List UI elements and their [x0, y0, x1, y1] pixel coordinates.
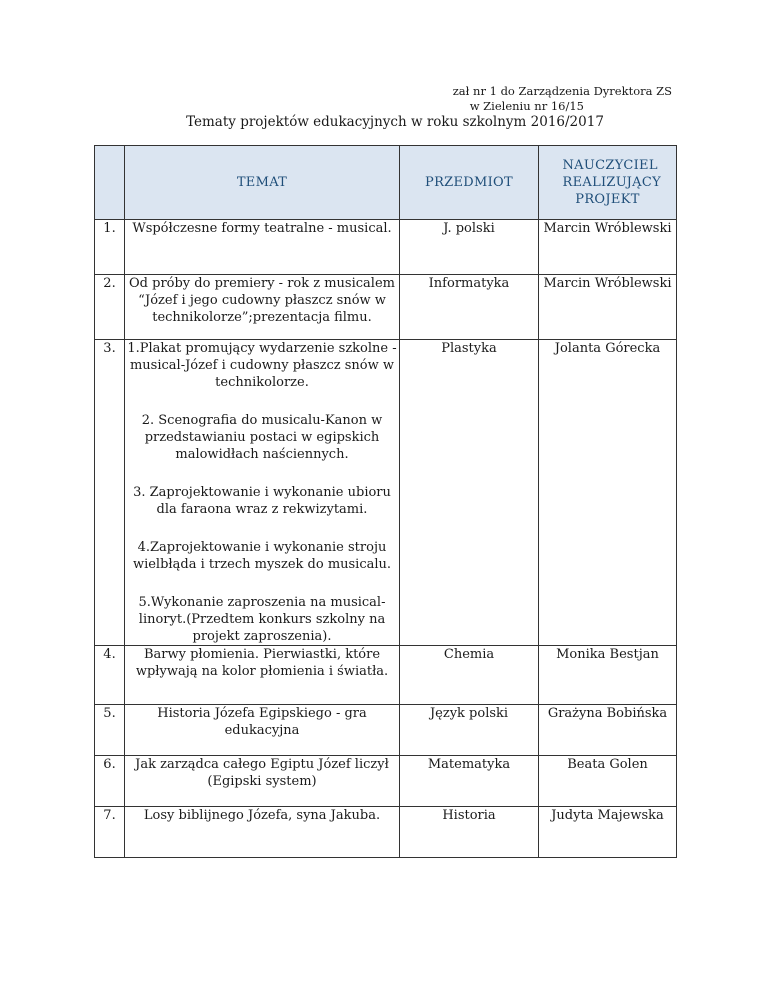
topic-text: Historia Józefa Egipskiego - gra edukacyjna	[157, 706, 367, 738]
projects-table	[94, 145, 677, 858]
row-subject: Historia	[400, 807, 539, 858]
table-row	[95, 705, 677, 756]
row-number: 6.	[95, 756, 125, 807]
row-teacher: Marcin Wróblewski	[539, 275, 677, 340]
table-header-row	[95, 146, 677, 220]
column-header-subject: PRZEDMIOT	[400, 146, 539, 220]
column-header-topic: TEMAT	[125, 146, 400, 220]
row-teacher: Jolanta Górecka	[539, 340, 677, 646]
row-number: 4.	[95, 646, 125, 705]
row-topic	[125, 340, 400, 646]
table-row	[95, 807, 677, 858]
row-teacher: Judyta Majewska	[539, 807, 677, 858]
row-teacher: Marcin Wróblewski	[539, 220, 677, 275]
topic-text: Od próby do premiery - rok z musicalem “Józef i jego cudowny płaszcz snów w technikolorze”;prezentacja filmu.	[129, 276, 395, 325]
topic-text: 3. Zaprojektowanie i wykonanie ubioru dla faraona wraz z rekwizytami.	[133, 485, 391, 517]
row-subject: Informatyka	[400, 275, 539, 340]
row-subject: Chemia	[400, 646, 539, 705]
document-title: Tematy projektów edukacyjnych w roku szkolnym 2016/2017	[186, 114, 604, 130]
topic-text: Współczesne formy teatralne - musical.	[132, 221, 392, 236]
row-topic	[125, 756, 400, 807]
table-row	[95, 220, 677, 275]
row-number: 5.	[95, 705, 125, 756]
row-topic	[125, 705, 400, 756]
column-header-teacher-label: NAUCZYCIEL REALIZUJĄCY PROJEKT	[562, 158, 662, 207]
table-row	[95, 646, 677, 705]
topic-text: 1.Plakat promujący wydarzenie szkolne -musical-Józef i cudowny płaszcz snów w technikolorze.	[127, 341, 397, 390]
table-row	[95, 275, 677, 340]
row-subject: J. polski	[400, 220, 539, 275]
column-header-teacher	[539, 146, 677, 220]
topic-text: 4.Zaprojektowanie i wykonanie stroju wielbłąda i trzech myszek do musicalu.	[132, 540, 392, 572]
row-subject: Język polski	[400, 705, 539, 756]
row-number: 2.	[95, 275, 125, 340]
row-teacher: Grażyna Bobińska	[539, 705, 677, 756]
attachment-note-line2: w Zieleniu nr 16/15	[469, 99, 584, 113]
column-header-number	[95, 146, 125, 220]
row-topic	[125, 646, 400, 705]
topic-text: 5.Wykonanie zaproszenia na musical-linoryt.(Przedtem konkurs szkolny na projekt zaproszenia).	[138, 595, 386, 644]
attachment-note	[352, 84, 672, 114]
row-topic	[125, 275, 400, 340]
row-topic	[125, 807, 400, 858]
row-subject: Plastyka	[400, 340, 539, 646]
topic-text: Losy biblijnego Józefa, syna Jakuba.	[143, 808, 381, 823]
row-subject: Matematyka	[400, 756, 539, 807]
topic-text: Jak zarządca całego Egiptu Józef liczył (Egipski system)	[135, 757, 389, 789]
table-row	[95, 756, 677, 807]
row-teacher: Monika Bestjan	[539, 646, 677, 705]
row-number: 7.	[95, 807, 125, 858]
row-number: 1.	[95, 220, 125, 275]
topic-text: 2. Scenografia do musicalu-Kanon w przedstawianiu postaci w egipskich malowidłach naściennych.	[141, 413, 383, 462]
attachment-note-line1: zał nr 1 do Zarządzenia Dyrektora ZS	[452, 84, 672, 98]
row-teacher: Beata Golen	[539, 756, 677, 807]
row-topic	[125, 220, 400, 275]
row-number: 3.	[95, 340, 125, 646]
topic-text: Barwy płomienia. Pierwiastki, które wpływają na kolor płomienia i światła.	[135, 647, 389, 679]
table-row	[95, 340, 677, 646]
